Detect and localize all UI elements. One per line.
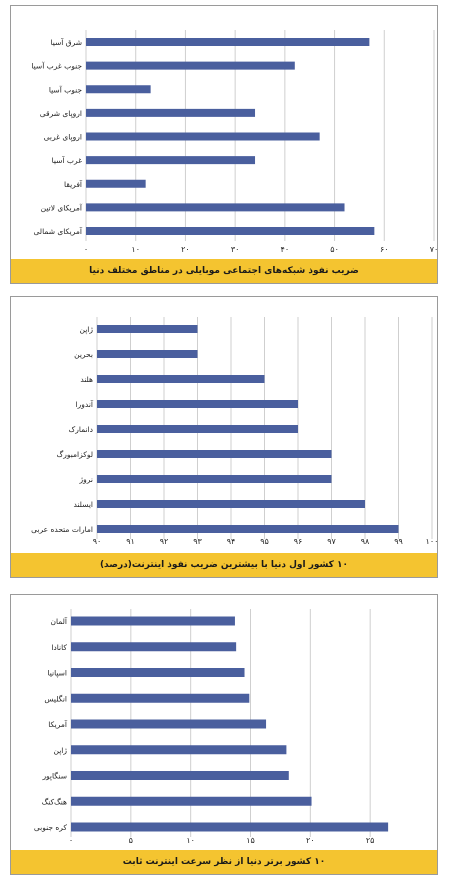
bar-chart-regional-social (11, 6, 437, 259)
category-label: هلند (80, 375, 93, 384)
bar-chart-internet-penetration (11, 297, 437, 551)
chart-panel-regional-social (10, 5, 438, 284)
category-label: کره جنوبی (33, 823, 67, 832)
bar (71, 617, 235, 626)
category-label: اروپای غربی (43, 132, 82, 142)
tick-label: ۱۰۰ (425, 537, 439, 546)
category-label: ایسلند (73, 500, 93, 509)
category-label: کانادا (51, 642, 67, 652)
category-label: آفریقا (64, 179, 82, 189)
bar (71, 694, 249, 703)
category-label: شرق آسیا (50, 38, 82, 47)
tick-label: ۹۹ (394, 537, 403, 546)
tick-label: ۹۶ (293, 537, 303, 546)
category-label: جنوب آسیا (48, 85, 82, 95)
category-label: لوکزامبورگ (56, 450, 93, 459)
bar (86, 109, 255, 117)
chart-panel-fixed-speed (10, 594, 438, 875)
bar (86, 62, 295, 70)
tick-label: ۹۸ (360, 537, 370, 546)
tick-label: ۹۰ (92, 537, 102, 546)
bar (71, 797, 312, 806)
category-label: ژاپن (79, 325, 93, 334)
bar (71, 823, 388, 832)
bar (97, 325, 198, 333)
category-label: آمریکا (48, 720, 67, 729)
category-label: سنگاپور (42, 771, 67, 781)
category-label: جنوب غرب آسیا (31, 61, 82, 71)
bar (86, 203, 345, 211)
bar (86, 156, 255, 164)
category-label: آندورا (75, 400, 93, 409)
bar (97, 475, 332, 483)
bar (97, 375, 265, 383)
tick-label: ۰ (83, 245, 89, 254)
tick-label: ۹۳ (193, 537, 202, 546)
category-label: بحرین (74, 350, 93, 359)
category-label: اسپانیا (47, 668, 67, 678)
tick-label: ۲۰ (181, 245, 190, 254)
bar (86, 180, 146, 188)
bar (71, 771, 289, 780)
bar (97, 450, 332, 458)
bar (86, 227, 374, 235)
chart-title: ضریب نفوذ شبکه‌های اجتماعی موبایلی در مناطق مختلف دنیا (11, 259, 437, 283)
tick-label: ۹۷ (327, 537, 336, 546)
tick-label: ۶۰ (379, 245, 389, 254)
tick-label: ۵ (128, 836, 133, 845)
bar (71, 668, 245, 677)
tick-label: ۴۰ (280, 245, 290, 254)
category-label: غرب آسیا (51, 156, 82, 166)
tick-label: ۱۰ (186, 836, 195, 845)
bar (71, 642, 236, 651)
bar (86, 38, 369, 46)
bar (97, 425, 298, 433)
tick-label: ۱۰ (131, 245, 141, 254)
chart-title: ۱۰ کشور اول دنیا با بیشترین ضریب نفوذ اینترنت(درصد) (11, 553, 437, 577)
tick-label: ۲۰ (306, 836, 315, 845)
bar-chart-fixed-speed (11, 595, 437, 850)
bar (86, 133, 320, 141)
bar (86, 85, 151, 93)
bar (97, 400, 298, 408)
category-label: انگلیس (44, 694, 67, 704)
tick-label: ۵۰ (330, 245, 339, 254)
bar (71, 720, 266, 729)
chart-title: ۱۰ کشور برتر دنیا از نظر سرعت اینترنت ثابت (11, 850, 437, 874)
tick-label: ۹۴ (226, 537, 236, 546)
tick-label: ۹۲ (159, 537, 169, 546)
bar (97, 350, 198, 358)
category-label: نروژ (79, 475, 93, 484)
category-label: امارات متحده عربی (31, 525, 93, 534)
chart-panel-internet-penetration (10, 296, 438, 578)
category-label: آمریکای لاتین (40, 203, 82, 213)
bar (97, 500, 365, 508)
category-label: آمریکای شمالی (33, 227, 82, 236)
tick-label: ۳۰ (230, 245, 240, 254)
category-label: اروپای شرقی (39, 108, 82, 118)
tick-label: ۹۵ (260, 537, 269, 546)
tick-label: ۰ (68, 836, 74, 845)
category-label: دانمارک (68, 425, 93, 434)
tick-label: ۹۱ (126, 537, 135, 546)
tick-label: ۷۰ (429, 245, 439, 254)
tick-label: ۲۵ (365, 836, 375, 845)
category-label: ژاپن (53, 745, 67, 755)
category-label: هنگ‌کنگ (41, 797, 67, 807)
tick-label: ۱۵ (246, 836, 255, 845)
bar (97, 525, 399, 533)
category-label: آلمان (50, 617, 67, 626)
bar (71, 745, 286, 754)
